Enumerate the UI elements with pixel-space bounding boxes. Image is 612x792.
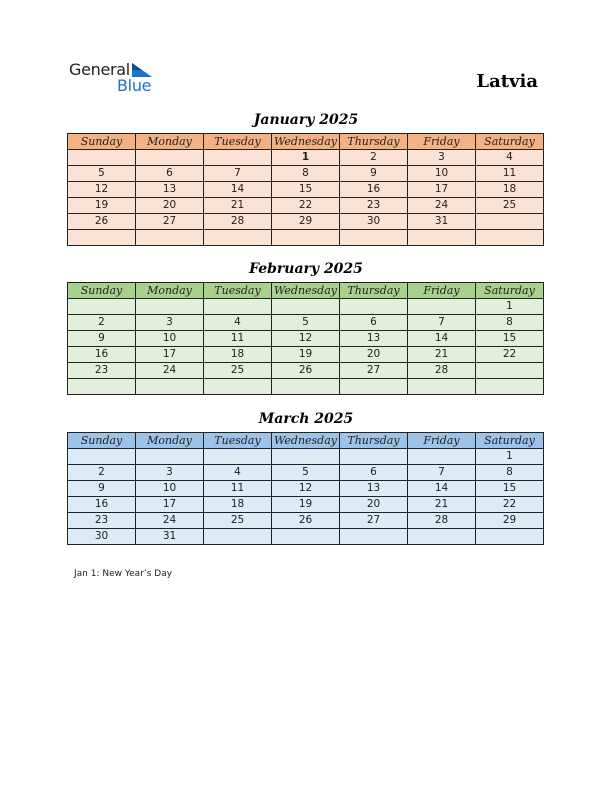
weekday-header: Tuesday	[204, 134, 272, 150]
day-cell	[408, 449, 476, 465]
holiday-list: Jan 1: New Year’s Day	[74, 569, 173, 579]
day-cell: 20	[340, 497, 408, 513]
day-cell: 9	[340, 166, 408, 182]
weekday-header: Friday	[408, 433, 476, 449]
day-cell: 12	[272, 481, 340, 497]
day-cell: 18	[204, 497, 272, 513]
day-cell: 22	[272, 198, 340, 214]
week-row	[68, 363, 544, 379]
weekday-header: Thursday	[340, 433, 408, 449]
day-cell: 21	[408, 347, 476, 363]
day-cell: 17	[408, 182, 476, 198]
day-cell: 3	[136, 465, 204, 481]
day-cell: 27	[136, 214, 204, 230]
week-row	[68, 150, 544, 166]
week-row	[68, 481, 544, 497]
month-title-january: January 2025	[253, 112, 359, 128]
logo	[69, 60, 169, 96]
day-cell: 20	[340, 347, 408, 363]
day-cell	[340, 230, 408, 246]
day-cell: 19	[272, 497, 340, 513]
day-cell: 9	[68, 481, 136, 497]
day-cell: 30	[340, 214, 408, 230]
day-cell: 27	[340, 513, 408, 529]
calendar-march	[67, 432, 544, 545]
day-cell: 23	[68, 513, 136, 529]
weekday-header: Monday	[136, 283, 204, 299]
day-cell: 2	[340, 150, 408, 166]
day-cell	[408, 299, 476, 315]
day-cell: 15	[476, 481, 544, 497]
week-row	[68, 331, 544, 347]
day-cell: 8	[272, 166, 340, 182]
day-cell: 21	[408, 497, 476, 513]
weekday-header-row	[68, 433, 544, 449]
day-cell	[476, 379, 544, 395]
day-cell	[272, 299, 340, 315]
day-cell: 25	[204, 513, 272, 529]
weekday-header: Sunday	[68, 433, 136, 449]
weekday-header: Saturday	[476, 433, 544, 449]
day-cell: 2	[68, 315, 136, 331]
day-cell: 5	[68, 166, 136, 182]
day-cell: 7	[204, 166, 272, 182]
day-cell	[68, 379, 136, 395]
day-cell: 26	[68, 214, 136, 230]
week-row	[68, 529, 544, 545]
day-cell: 24	[136, 363, 204, 379]
day-cell: 18	[476, 182, 544, 198]
weekday-header: Wednesday	[272, 134, 340, 150]
weekday-header: Wednesday	[272, 433, 340, 449]
logo-triangle-icon	[132, 63, 152, 77]
day-cell	[340, 529, 408, 545]
day-cell: 19	[68, 198, 136, 214]
day-cell: 30	[68, 529, 136, 545]
calendar-january	[67, 133, 544, 246]
day-cell: 16	[68, 497, 136, 513]
day-cell: 24	[136, 513, 204, 529]
day-cell: 10	[136, 331, 204, 347]
day-cell: 6	[340, 465, 408, 481]
day-cell: 28	[408, 363, 476, 379]
day-cell: 7	[408, 315, 476, 331]
day-cell: 24	[408, 198, 476, 214]
day-cell	[340, 449, 408, 465]
month-title-february: February 2025	[249, 261, 363, 277]
week-row	[68, 347, 544, 363]
day-cell: 23	[68, 363, 136, 379]
day-cell: 28	[204, 214, 272, 230]
weekday-header: Thursday	[340, 134, 408, 150]
day-cell	[136, 230, 204, 246]
weekday-header: Saturday	[476, 283, 544, 299]
day-cell: 27	[340, 363, 408, 379]
day-cell: 9	[68, 331, 136, 347]
day-cell: 4	[476, 150, 544, 166]
day-cell: 15	[476, 331, 544, 347]
day-cell	[68, 299, 136, 315]
day-cell: 12	[272, 331, 340, 347]
day-cell: 5	[272, 315, 340, 331]
day-cell: 18	[204, 347, 272, 363]
day-cell: 26	[272, 513, 340, 529]
weekday-header-row	[68, 134, 544, 150]
day-cell: 22	[476, 497, 544, 513]
logo-text-blue: Blue	[117, 76, 152, 95]
week-row	[68, 513, 544, 529]
day-cell: 14	[408, 331, 476, 347]
week-row	[68, 379, 544, 395]
day-cell: 1	[476, 299, 544, 315]
month-title-march: March 2025	[258, 411, 354, 427]
day-cell: 12	[68, 182, 136, 198]
day-cell: 1	[272, 150, 340, 166]
day-cell	[68, 449, 136, 465]
week-row	[68, 230, 544, 246]
week-row	[68, 497, 544, 513]
day-cell	[136, 379, 204, 395]
day-cell: 17	[136, 497, 204, 513]
day-cell: 10	[408, 166, 476, 182]
day-cell: 6	[340, 315, 408, 331]
weekday-header: Wednesday	[272, 283, 340, 299]
day-cell	[476, 529, 544, 545]
day-cell: 11	[204, 481, 272, 497]
day-cell: 10	[136, 481, 204, 497]
day-cell: 5	[272, 465, 340, 481]
day-cell: 25	[204, 363, 272, 379]
weekday-header: Sunday	[68, 134, 136, 150]
day-cell: 3	[408, 150, 476, 166]
day-cell: 11	[476, 166, 544, 182]
day-cell	[136, 449, 204, 465]
weekday-header: Monday	[136, 433, 204, 449]
weekday-header: Tuesday	[204, 433, 272, 449]
day-cell: 1	[476, 449, 544, 465]
day-cell	[408, 379, 476, 395]
day-cell: 31	[136, 529, 204, 545]
day-cell: 6	[136, 166, 204, 182]
weekday-header: Thursday	[340, 283, 408, 299]
day-cell	[204, 529, 272, 545]
day-cell	[68, 230, 136, 246]
week-row	[68, 315, 544, 331]
day-cell: 16	[340, 182, 408, 198]
day-cell: 15	[272, 182, 340, 198]
day-cell: 21	[204, 198, 272, 214]
day-cell	[340, 379, 408, 395]
day-cell	[204, 449, 272, 465]
logo-text-general: General	[69, 60, 130, 79]
week-row	[68, 214, 544, 230]
day-cell: 13	[136, 182, 204, 198]
day-cell: 23	[340, 198, 408, 214]
day-cell: 29	[272, 214, 340, 230]
day-cell: 25	[476, 198, 544, 214]
day-cell: 26	[272, 363, 340, 379]
day-cell	[340, 299, 408, 315]
day-cell: 7	[408, 465, 476, 481]
weekday-header: Tuesday	[204, 283, 272, 299]
week-row	[68, 198, 544, 214]
country-title: Latvia	[476, 71, 538, 92]
day-cell: 8	[476, 315, 544, 331]
week-row	[68, 166, 544, 182]
day-cell: 3	[136, 315, 204, 331]
day-cell: 11	[204, 331, 272, 347]
day-cell: 8	[476, 465, 544, 481]
day-cell	[136, 150, 204, 166]
weekday-header: Sunday	[68, 283, 136, 299]
day-cell: 13	[340, 331, 408, 347]
day-cell: 17	[136, 347, 204, 363]
day-cell	[476, 230, 544, 246]
day-cell: 14	[204, 182, 272, 198]
weekday-header: Friday	[408, 134, 476, 150]
day-cell: 4	[204, 315, 272, 331]
day-cell: 20	[136, 198, 204, 214]
day-cell: 4	[204, 465, 272, 481]
day-cell: 28	[408, 513, 476, 529]
day-cell	[204, 230, 272, 246]
day-cell	[476, 214, 544, 230]
weekday-header-row	[68, 283, 544, 299]
day-cell: 22	[476, 347, 544, 363]
day-cell	[68, 150, 136, 166]
day-cell	[204, 299, 272, 315]
day-cell: 19	[272, 347, 340, 363]
week-row	[68, 465, 544, 481]
day-cell	[204, 379, 272, 395]
weekday-header: Friday	[408, 283, 476, 299]
day-cell: 14	[408, 481, 476, 497]
calendar-february	[67, 282, 544, 395]
day-cell	[272, 529, 340, 545]
day-cell	[272, 449, 340, 465]
day-cell: 13	[340, 481, 408, 497]
day-cell	[204, 150, 272, 166]
week-row	[68, 299, 544, 315]
week-row	[68, 449, 544, 465]
day-cell: 2	[68, 465, 136, 481]
day-cell	[408, 529, 476, 545]
day-cell	[272, 230, 340, 246]
day-cell	[408, 230, 476, 246]
day-cell: 29	[476, 513, 544, 529]
weekday-header: Monday	[136, 134, 204, 150]
day-cell	[476, 363, 544, 379]
day-cell	[136, 299, 204, 315]
week-row	[68, 182, 544, 198]
weekday-header: Saturday	[476, 134, 544, 150]
day-cell	[272, 379, 340, 395]
day-cell: 16	[68, 347, 136, 363]
day-cell: 31	[408, 214, 476, 230]
